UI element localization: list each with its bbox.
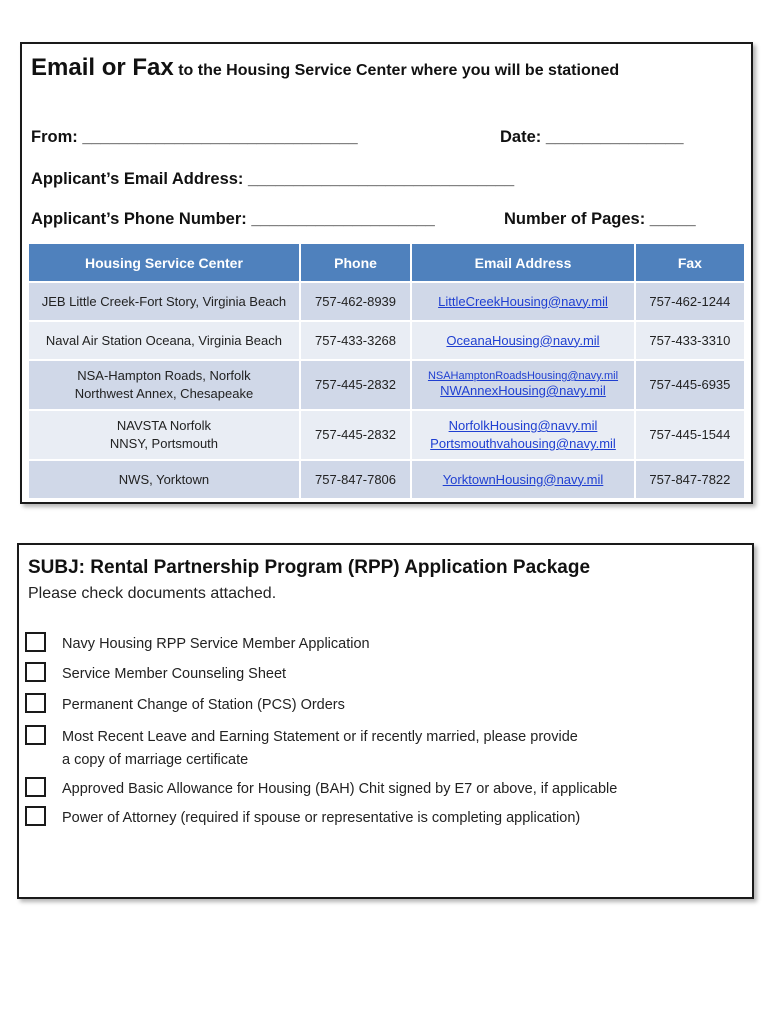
applicant-phone-field: Applicant’s Phone Number: ____________________ (31, 210, 435, 228)
document-checkbox[interactable] (25, 662, 46, 682)
column-header-email: Email Address (412, 244, 634, 281)
number-of-pages-field: Number of Pages: _____ (504, 210, 696, 228)
application-package-box (17, 543, 754, 899)
table-header-row (29, 244, 744, 281)
column-header-center: Housing Service Center (29, 244, 299, 281)
center-name: Naval Air Station Oceana, Virginia Beach (45, 332, 282, 348)
package-instruction: Please check documents attached. (28, 585, 277, 602)
email-link[interactable]: LittleCreekHousing@navy.mil (438, 293, 608, 309)
email-link[interactable]: OceanaHousing@navy.mil (446, 332, 600, 348)
email-link[interactable]: Portsmouthvahousing@navy.mil (430, 436, 616, 451)
document-label (62, 663, 286, 686)
phone-cell: 757-445-2832 (301, 361, 410, 409)
table-row (29, 411, 744, 459)
center-name: NNSY, Portsmouth (109, 436, 219, 451)
center-name: NAVSTA Norfolk (116, 418, 212, 433)
document-label-line: Approved Basic Allowance for Housing (BAH) Chit signed by E7 or above, if applicable (62, 781, 618, 797)
fax-cell: 757-847-7822 (636, 461, 744, 498)
center-cell (29, 283, 299, 320)
document-checkbox[interactable] (25, 693, 46, 713)
document-checkbox[interactable] (25, 777, 46, 797)
document-label (62, 633, 370, 656)
table-row (29, 322, 744, 359)
document-label-line: a copy of marriage certificate (62, 752, 249, 768)
email-cell (412, 411, 634, 459)
email-cell (412, 361, 634, 409)
table-row (29, 283, 744, 320)
phone-cell: 757-433-3268 (301, 322, 410, 359)
email-link[interactable]: NorfolkHousing@navy.mil (448, 418, 598, 433)
header-title-rest: to the Housing Service Center where you will be stationed (178, 62, 620, 79)
email-cell (412, 322, 634, 359)
from-field: From: ______________________________ (31, 128, 358, 146)
date-field: Date: _______________ (500, 128, 684, 146)
document-label-line: Navy Housing RPP Service Member Application (62, 636, 370, 652)
fax-cell: 757-445-1544 (636, 411, 744, 459)
center-name: Northwest Annex, Chesapeake (74, 386, 254, 401)
fax-cell: 757-433-3310 (636, 322, 744, 359)
center-cell (29, 411, 299, 459)
email-link[interactable]: NSAHamptonRoadsHousing@navy.mil (427, 370, 619, 382)
column-header-phone: Phone (301, 244, 410, 281)
phone-cell: 757-445-2832 (301, 411, 410, 459)
email-link[interactable]: YorktownHousing@navy.mil (442, 471, 604, 487)
fax-cell: 757-462-1244 (636, 283, 744, 320)
phone-cell: 757-847-7806 (301, 461, 410, 498)
table-row (29, 461, 744, 498)
document-checkbox[interactable] (25, 806, 46, 826)
column-header-fax: Fax (636, 244, 744, 281)
table-row (29, 361, 744, 409)
center-name: JEB Little Creek-Fort Story, Virginia Beach (41, 293, 287, 309)
email-link[interactable]: NWAnnexHousing@navy.mil (440, 383, 606, 398)
email-cell (412, 461, 634, 498)
document-label-line: Power of Attorney (required if spouse or representative is completing application) (62, 810, 581, 826)
header-title (31, 54, 619, 82)
document-checkbox[interactable] (25, 632, 46, 652)
document-label-line: Permanent Change of Station (PCS) Orders (62, 697, 345, 713)
phone-cell: 757-462-8939 (301, 283, 410, 320)
center-name: NSA-Hampton Roads, Norfolk (77, 368, 251, 383)
document-label-line: Most Recent Leave and Earning Statement or if recently married, please provide (62, 729, 578, 745)
document-label (62, 807, 580, 830)
package-subject: SUBJ: Rental Partnership Program (RPP) Application Package (28, 557, 591, 578)
fax-cover-box (20, 42, 753, 504)
center-cell (29, 361, 299, 409)
document-label (62, 694, 345, 717)
housing-service-center-table (27, 242, 746, 500)
document-label-line: Service Member Counseling Sheet (62, 666, 287, 682)
center-name: NWS, Yorktown (118, 471, 210, 487)
header-title-big: Email or Fax (31, 54, 174, 81)
document-label (62, 726, 578, 772)
document-label (62, 778, 617, 801)
center-cell (29, 322, 299, 359)
applicant-email-field: Applicant’s Email Address: _____________________________ (31, 170, 515, 188)
email-cell (412, 283, 634, 320)
center-cell (29, 461, 299, 498)
document-checkbox[interactable] (25, 725, 46, 745)
fax-cell: 757-445-6935 (636, 361, 744, 409)
